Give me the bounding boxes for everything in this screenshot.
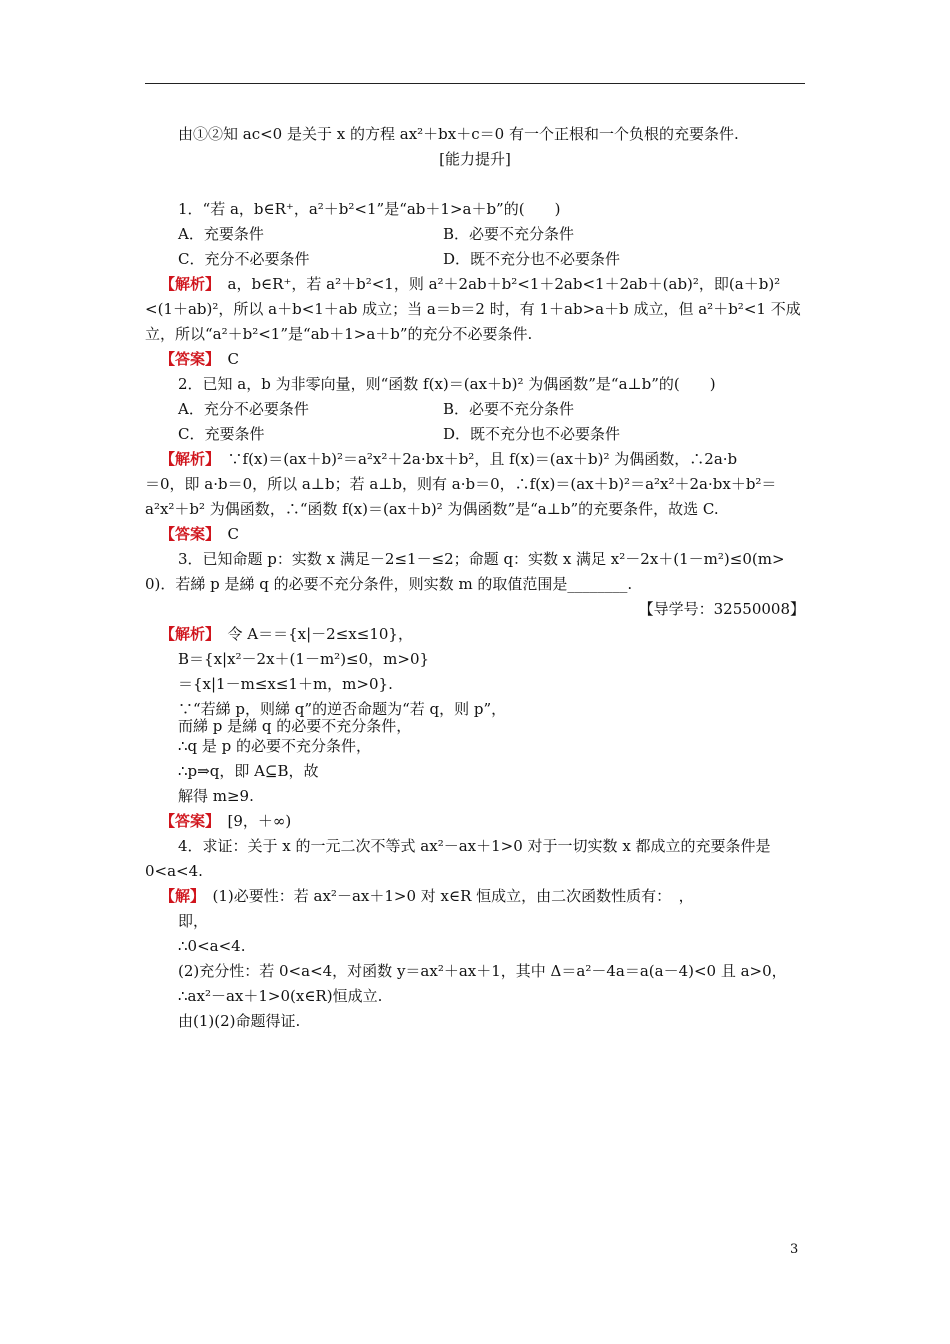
text-line xyxy=(145,324,532,344)
text-line xyxy=(145,861,203,881)
line-text: ∵“若綈 p，则綈 q”的逆否命题为“若 q，则 p”， xyxy=(178,700,507,718)
text-line xyxy=(178,374,716,394)
text-line xyxy=(145,499,719,519)
section-tag: 【答案】 xyxy=(160,525,213,543)
text-line xyxy=(160,274,780,294)
section-tag: 【解析】 xyxy=(160,450,213,468)
text-line xyxy=(160,624,413,644)
text-line xyxy=(178,736,371,756)
text-line xyxy=(178,124,739,144)
text-line xyxy=(443,249,620,269)
line-text: [9，＋∞) xyxy=(212,812,292,830)
text-line xyxy=(178,249,309,269)
line-text: 0)．若綈 p 是綈 q 的必要不充分条件，则实数 m 的取值范围是________. xyxy=(145,575,633,593)
text-line xyxy=(178,674,393,694)
line-text: 2．已知 a，b 为非零向量，则“函数 f(x)＝(ax＋b)² 为偶函数”是“a⊥b”的( ) xyxy=(178,375,716,393)
line-text: 3．已知命题 p：实数 x 满足－2≤1－≤2；命题 q：实数 x 满足 x²－2x＋(1－m²)≤0(m> xyxy=(178,550,785,568)
text-line xyxy=(178,961,787,981)
line-text: 1．“若 a，b∈R⁺，a²＋b²<1”是“ab＋1>a＋b”的( ) xyxy=(178,200,561,218)
line-text: ∴0<a<4. xyxy=(178,937,246,955)
text-line xyxy=(178,399,309,419)
text-line xyxy=(178,424,264,444)
section-tag: 【答案】 xyxy=(160,350,213,368)
section-tag: 【解析】 xyxy=(160,625,213,643)
line-text: B＝{x|x²－2x＋(1－m²)≤0，m>0} xyxy=(178,650,430,668)
text-line xyxy=(178,836,771,856)
text-line xyxy=(178,649,429,669)
line-text: ∵f(x)＝(ax＋b)²＝a²x²＋2a·bx＋b²，且 f(x)＝(ax＋b)² 为偶函数，∴2a·b xyxy=(212,450,738,468)
section-title: [能力提升] xyxy=(439,150,511,168)
section-tag: 【解】 xyxy=(160,887,198,905)
text-line xyxy=(145,299,801,319)
text-line xyxy=(160,811,291,831)
text-line xyxy=(160,886,694,906)
line-text: C xyxy=(212,350,239,368)
section-tag: 【解析】 xyxy=(160,275,213,293)
line-text: 0<a<4. xyxy=(145,862,203,880)
line-text: C．充分不必要条件 xyxy=(178,250,310,268)
text-line xyxy=(145,574,632,594)
text-line xyxy=(443,424,620,444)
text-line xyxy=(178,911,208,931)
line-text: B．必要不充分条件 xyxy=(443,400,575,418)
text-line xyxy=(443,399,574,419)
text-line xyxy=(160,449,737,469)
line-text: A．充要条件 xyxy=(178,225,264,243)
text-line xyxy=(160,524,239,544)
page-number: 3 xyxy=(790,1242,799,1257)
line-text: D．既不充分也不必要条件 xyxy=(443,425,621,443)
line-text: A．充分不必要条件 xyxy=(178,400,309,418)
line-text: 解得 m≥9. xyxy=(178,787,254,805)
text-line xyxy=(178,549,785,569)
line-text: a，b∈R⁺，若 a²＋b²<1，则 a²＋2ab＋b²<1＋2ab<1＋2ab＋(ab)²，即(a＋b)² xyxy=(212,275,781,293)
text-line xyxy=(178,716,411,736)
line-text: C xyxy=(212,525,239,543)
line-text: 令 A＝＝{x|－2≤x≤10}， xyxy=(212,625,413,643)
text-line xyxy=(178,761,319,781)
line-text: ＝{x|1－m≤x≤1＋m，m>0}. xyxy=(178,675,393,693)
text-line xyxy=(145,474,776,494)
section-tag: 【答案】 xyxy=(160,812,213,830)
text-line xyxy=(443,224,574,244)
line-text: ∴ax²－ax＋1>0(x∈R)恒成立. xyxy=(178,987,383,1005)
line-text: B．必要不充分条件 xyxy=(443,225,575,243)
text-line xyxy=(178,224,264,244)
line-text: (2)充分性：若 0<a<4，对函数 y＝ax²＋ax＋1，其中 Δ＝a²－4a＝a(a－4)<0 且 a>0， xyxy=(178,962,787,980)
line-text: 由(1)(2)命题得证. xyxy=(178,1012,301,1030)
line-text: 立，所以“a²＋b²<1”是“ab＋1>a＋b”的充分不必要条件. xyxy=(145,325,533,343)
header-rule xyxy=(145,83,805,84)
line-text: 而綈 p 是綈 q 的必要不充分条件， xyxy=(178,717,412,735)
line-text: ＝0，即 a·b＝0，所以 a⊥b；若 a⊥b，则有 a·b＝0，∴f(x)＝(ax＋b)²＝a²x²＋2a·bx＋b²＝ xyxy=(145,475,777,493)
line-text: 由①②知 ac<0 是关于 x 的方程 ax²＋bx＋c＝0 有一个正根和一个负根的充要条件. xyxy=(178,125,739,143)
text-line xyxy=(178,199,560,219)
line-text: D．既不充分也不必要条件 xyxy=(443,250,621,268)
line-text: C．充要条件 xyxy=(178,425,265,443)
text-line xyxy=(178,786,254,806)
line-text: a²x²＋b² 为偶函数，∴“函数 f(x)＝(ax＋b)² 为偶函数”是“a⊥b”的充要条件，故选 C. xyxy=(145,500,719,518)
guide-number: 【导学号：32550008】 xyxy=(638,600,805,618)
line-text: 4．求证：关于 x 的一元二次不等式 ax²－ax＋1>0 对于一切实数 x 都成立的充要条件是 xyxy=(178,837,771,855)
line-text: ∴p⇒q，即 A⊆B，故 xyxy=(178,762,319,780)
text-line xyxy=(178,1011,300,1031)
line-text: ∴q 是 p 的必要不充分条件， xyxy=(178,737,372,755)
text-line xyxy=(178,936,245,956)
text-line xyxy=(160,349,239,369)
line-text: 即， xyxy=(178,912,209,930)
line-text: (1)必要性：若 ax²－ax＋1>0 对 x∈R 恒成立，由二次函数性质有： ， xyxy=(197,887,694,905)
text-line xyxy=(178,986,382,1006)
line-text: <(1＋ab)²，所以 a＋b<1＋ab 成立；当 a＝b＝2 时，有 1＋ab>a＋b 成立，但 a²＋b²<1 不成 xyxy=(145,300,801,318)
